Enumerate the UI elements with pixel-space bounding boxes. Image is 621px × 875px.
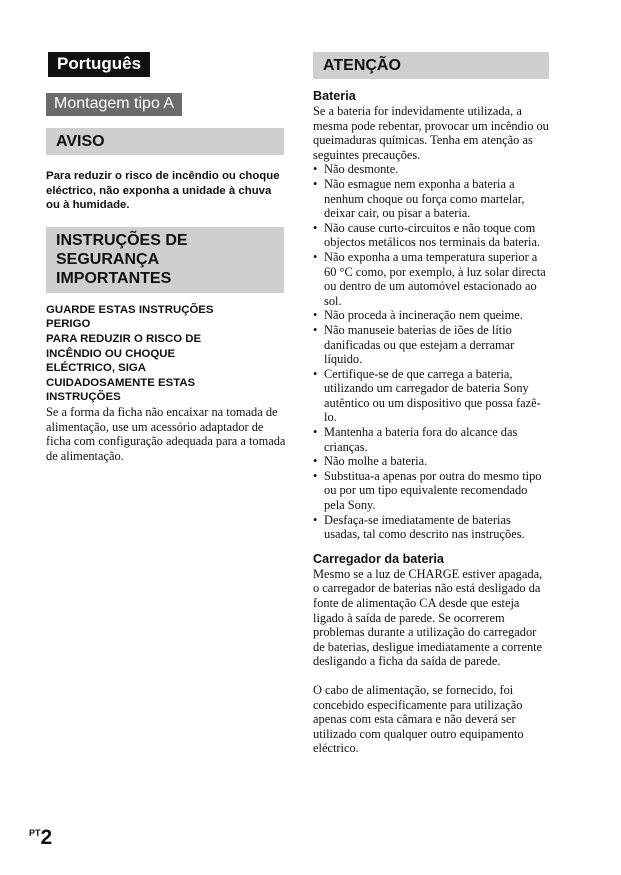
- bullet-icon: •: [313, 512, 318, 527]
- bullet-icon: •: [313, 454, 318, 469]
- warning-line: GUARDE ESTAS INSTRUÇÕES: [46, 303, 214, 316]
- warning-line: ELÉCTRICO, SIGA: [46, 362, 146, 375]
- list-item-text: Não esmague nem exponha a bateria a nenhum choque ou força como martelar, deixar cair, ou pisar a bateria.: [324, 176, 525, 221]
- subsection-tag: Montagem tipo A: [46, 93, 182, 116]
- carregador-paragraph: Mesmo se a luz de CHARGE estiver apagada, o carregador de baterias não está desligado da fonte de alimentação CA desde que esteja ligado à saída de parede. Se ocorrerem problemas durante a utilização do carregador de baterias, desligue imediatamente a corrente desligando a ficha da saída de parede.: [313, 566, 543, 669]
- list-item-text: Certifique-se de que carrega a bateria, utilizando um carregador de bateria Sony autêntico ou um dispositivo que possa fazê-lo.: [324, 366, 541, 425]
- list-item-text: Não exponha a uma temperatura superior a 60 °C como, por exemplo, à luz solar directa ou dentro de um automóvel estacionado ao sol.: [324, 249, 546, 308]
- list-item: [313, 250, 549, 308]
- bullet-icon: •: [313, 366, 318, 381]
- bullet-icon: •: [313, 468, 318, 483]
- bullet-icon: •: [313, 220, 318, 235]
- warning-line: PERIGO: [46, 318, 91, 331]
- atencao-heading: ATENÇÃO: [313, 52, 549, 79]
- list-item-text: Não proceda à incineração nem queime.: [324, 308, 523, 323]
- bateria-heading: Bateria: [313, 89, 356, 103]
- list-item-text: Não molhe a bateria.: [324, 454, 428, 469]
- warning-line: PARA REDUZIR O RISCO DE: [46, 332, 202, 345]
- list-item: [313, 469, 549, 513]
- page-number-value: 2: [40, 826, 53, 849]
- list-item-text: Não cause curto-circuitos e não toque com objectos metálicos nos terminais da bateria.: [324, 220, 541, 250]
- bullet-icon: •: [313, 425, 318, 440]
- aviso-text: Para reduzir o risco de incêndio ou choque eléctrico, não exponha a unidade à chuva ou à humidade.: [46, 170, 280, 212]
- list-item: [313, 513, 549, 542]
- bateria-list: [313, 162, 549, 541]
- aviso-heading: AVISO: [46, 128, 284, 155]
- language-tag: Português: [48, 52, 150, 77]
- list-item: [313, 162, 549, 177]
- warning-block: [46, 303, 286, 405]
- right-column: [313, 52, 549, 756]
- list-item-text: Substitua-a apenas por outra do mesmo tipo ou por um tipo equivalente recomendado pela Sony.: [324, 468, 542, 513]
- instructions-heading-line1: INSTRUÇÕES DE: [56, 231, 188, 249]
- bullet-icon: •: [313, 162, 318, 177]
- bullet-icon: •: [313, 322, 318, 337]
- bullet-icon: •: [313, 249, 318, 264]
- list-item: [313, 454, 549, 469]
- paragraph-gap: [313, 669, 549, 683]
- page-number-prefix: PT: [29, 828, 41, 838]
- bullet-icon: •: [313, 308, 318, 323]
- instructions-heading: [46, 227, 284, 293]
- list-item: [313, 308, 549, 323]
- list-item: [313, 367, 549, 425]
- list-item-text: Desfaça-se imediatamente de baterias usadas, tal como descrito nas instruções.: [324, 512, 525, 542]
- bateria-intro: Se a bateria for indevidamente utilizada, a mesma pode rebentar, provocar um incêndio ou queimaduras químicas. Tenha em atenção as seguintes precauções.: [313, 104, 549, 162]
- list-item-text: Não manuseie baterias de iões de lítio danificadas ou que estejam a derramar líquido.: [324, 322, 515, 367]
- list-item-text: Mantenha a bateria fora do alcance das crianças.: [324, 425, 518, 454]
- instructions-heading-line2: SEGURANÇA IMPORTANTES: [56, 250, 172, 287]
- list-item: [313, 221, 549, 250]
- list-item: [313, 177, 549, 221]
- list-item-text: Não desmonte.: [324, 162, 399, 177]
- page-number: [29, 826, 52, 850]
- left-column: [46, 52, 286, 463]
- warning-line: INCÊNDIO OU CHOQUE: [46, 347, 176, 360]
- list-item: [313, 323, 549, 367]
- plug-paragraph: Se a forma da ficha não encaixar na tomada de alimentação, use um acessório adaptador de ficha com configuração adequada para a tomada de alimentação.: [46, 404, 286, 463]
- list-item: [313, 425, 549, 454]
- cabo-paragraph: O cabo de alimentação, se fornecido, foi concebido especificamente para utilização apenas com esta câmara e não deverá ser utilizado com qualquer outro equipamento eléctrico.: [313, 682, 524, 756]
- carregador-heading: Carregador da bateria: [313, 551, 444, 566]
- warning-line: INSTRUÇÕES: [46, 391, 121, 404]
- bullet-icon: •: [313, 176, 318, 191]
- warning-line: CUIDADOSAMENTE ESTAS: [46, 376, 196, 389]
